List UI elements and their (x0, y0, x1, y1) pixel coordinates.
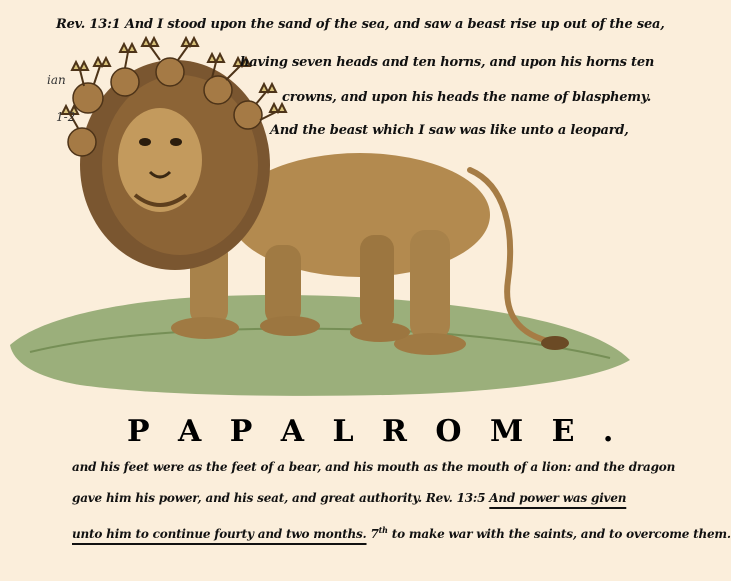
verse-text: gave him his power, and his seat, and great authority. Rev. 13:5 (72, 491, 490, 505)
verse-text: to make war with the saints, and to overcome them. (387, 527, 731, 541)
lion-face (118, 108, 202, 212)
lion-leg (360, 235, 394, 330)
verse-number: 7 (370, 527, 379, 541)
ground-patch (10, 295, 630, 396)
page-title: P A P A L R O M E . (127, 414, 623, 449)
underlined-verse: And power was given (489, 491, 627, 505)
lion-paw (350, 322, 410, 342)
lion-leg (265, 245, 301, 325)
verse-line-1: Rev. 13:1 And I stood upon the sand of the sea, and saw a beast rise up out of the sea, (56, 17, 665, 32)
verse-bottom-line-3 (72, 525, 731, 541)
verse-line-4: And the beast which I saw was like unto a leopard, (270, 123, 629, 138)
verse-bottom-line-1: and his feet were as the feet of a bear, and his mouth as the mouth of a lion: and the dragon (72, 460, 676, 474)
verse-line-2: having seven heads and ten horns, and upon his horns ten (240, 55, 655, 70)
verse-suffix: th (378, 525, 388, 535)
verse-line-3: crowns, and upon his heads the name of blasphemy. (282, 90, 652, 105)
clipped-text-fragment: ian (47, 73, 66, 87)
lion-leg (410, 230, 450, 340)
clipped-text-fragment: 1-2 (56, 110, 76, 124)
lion-paw (171, 317, 239, 339)
verse-bottom-line-2 (72, 491, 626, 505)
underlined-verse: unto him to continue fourty and two months. (72, 527, 367, 541)
lion-paw (260, 316, 320, 336)
